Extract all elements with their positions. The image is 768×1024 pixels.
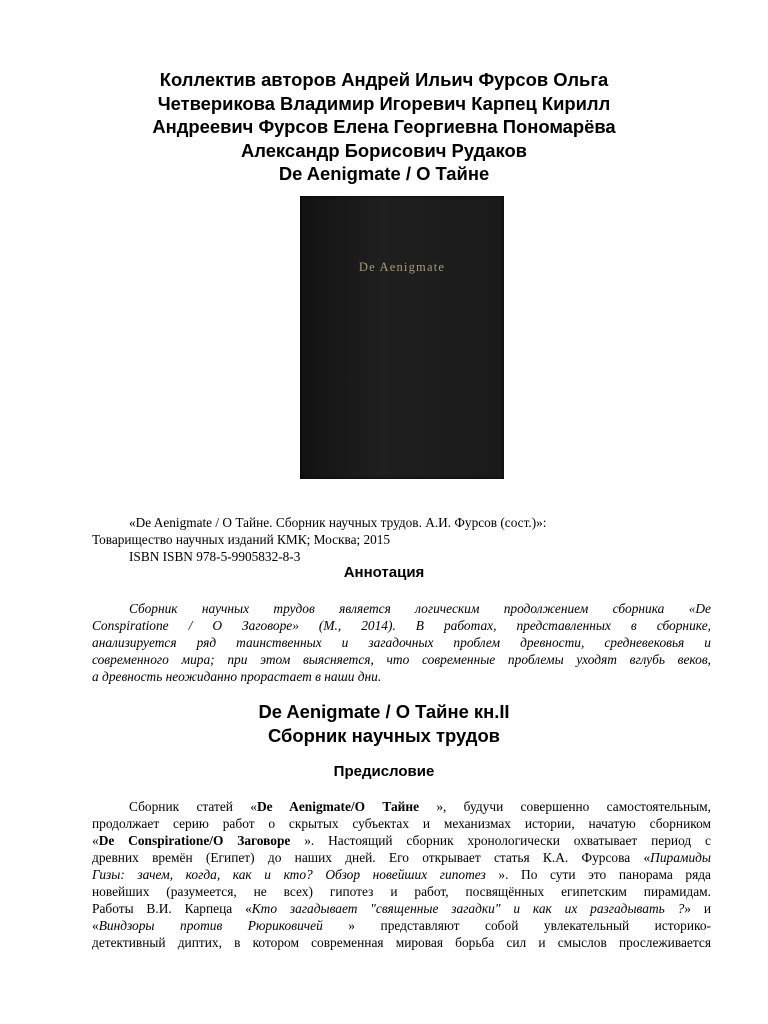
preface-text bbox=[92, 798, 711, 951]
main-title-line-2: Сборник научных трудов bbox=[268, 725, 500, 746]
preface-heading: Предисловие bbox=[333, 763, 435, 780]
main-title bbox=[0, 700, 768, 748]
preface-line-4 bbox=[92, 849, 711, 866]
preface-line-1 bbox=[92, 798, 711, 815]
cover-title: De Aenigmate bbox=[358, 260, 446, 274]
preface-text-run: ». По сути это панорама ряда bbox=[485, 867, 712, 882]
preface-italic-title: Виндзоры против Рюриковичей bbox=[98, 918, 323, 933]
preface-line-3 bbox=[92, 832, 711, 849]
preface-line-6: новейших (разумеется, не всех) гипотез и работ, посвящённых египетским пирамидам. bbox=[92, 884, 711, 899]
preface-text-run: », будучи совершенно самостоятельным, bbox=[419, 799, 712, 814]
book-title-heading: De Aenigmate / О Тайне bbox=[278, 163, 490, 184]
biblio-line-2: Товарищество научных изданий КМК; Москва; 2015 bbox=[92, 532, 391, 547]
annotation-line-4: современного мира; при этом выясняется, что современные проблемы уходят вглубь веков, bbox=[92, 652, 711, 667]
preface-text-run: « bbox=[92, 833, 99, 848]
document-header bbox=[110, 68, 658, 186]
biblio-line-1: «De Aenigmate / О Тайне. Сборник научных трудов. А.И. Фурсов (сост.)»: bbox=[129, 515, 547, 530]
authors-line-3: Андреевич Фурсов Елена Георгиевна Пономарёва bbox=[152, 116, 616, 137]
preface-text-run: древних времён (Египет) до наших дней. Его открывает статья К.А. Фурсова « bbox=[92, 850, 651, 865]
main-title-line-1: De Aenigmate / О Тайне кн.II bbox=[258, 701, 510, 722]
annotation-line-1: Сборник научных трудов является логическим продолжением сборника «De bbox=[129, 601, 711, 616]
preface-text-run: Сборник статей « bbox=[129, 799, 257, 814]
preface-line-9: детективный диптих, в котором современная мировая борьба сил и смыслов прослеживается bbox=[92, 935, 711, 950]
authors-line-2: Четверикова Владимир Игоревич Карпец Кирилл bbox=[157, 92, 611, 114]
preface-text-run: ». Настоящий сборник хронологически охватывает период с bbox=[290, 833, 711, 848]
preface-italic-title: Кто загадывает "священные загадки" и как их разгадывать ? bbox=[251, 901, 685, 916]
preface-text-run: Работы В.И. Карпеца « bbox=[92, 901, 252, 916]
authors-line-1: Коллектив авторов Андрей Ильич Фурсов Ольга bbox=[159, 69, 609, 90]
preface-line-7 bbox=[92, 900, 711, 917]
preface-line-8 bbox=[92, 917, 711, 934]
annotation-heading: Аннотация bbox=[343, 564, 425, 581]
bibliographic-info bbox=[92, 514, 712, 565]
preface-italic-title: Пирамиды bbox=[650, 850, 711, 865]
annotation-line-2: Conspiratione / О Заговоре» (М., 2014). В работах, представленных в сборнике, bbox=[92, 618, 711, 633]
book-cover-image bbox=[300, 196, 504, 479]
isbn-line: ISBN ISBN 978-5-9905832-8-3 bbox=[129, 549, 301, 564]
annotation-line-5: а древность неожиданно прорастает в наши дни. bbox=[92, 669, 382, 684]
preface-line-5 bbox=[92, 866, 711, 883]
preface-line-2: продолжает серию работ о скрытых субъектах и механизмах истории, начатую сборником bbox=[92, 816, 711, 831]
preface-text-run: » и bbox=[684, 901, 711, 916]
preface-bold-title: De Aenigmate/О Тайне bbox=[256, 799, 420, 814]
annotation-line-3: анализируется ряд таинственных и загадочных проблем древности, средневековья и bbox=[92, 635, 711, 650]
annotation-text bbox=[92, 600, 711, 685]
authors-line-4: Александр Борисович Рудаков bbox=[240, 139, 527, 161]
preface-text-run: » представляют собой увлекательный историко- bbox=[322, 918, 711, 933]
preface-text-run: « bbox=[92, 918, 99, 933]
preface-bold-title: De Conspiratione/О Заговоре bbox=[98, 833, 291, 848]
preface-italic-title: Гизы: зачем, когда, как и кто? Обзор новейших гипотез bbox=[92, 867, 486, 882]
